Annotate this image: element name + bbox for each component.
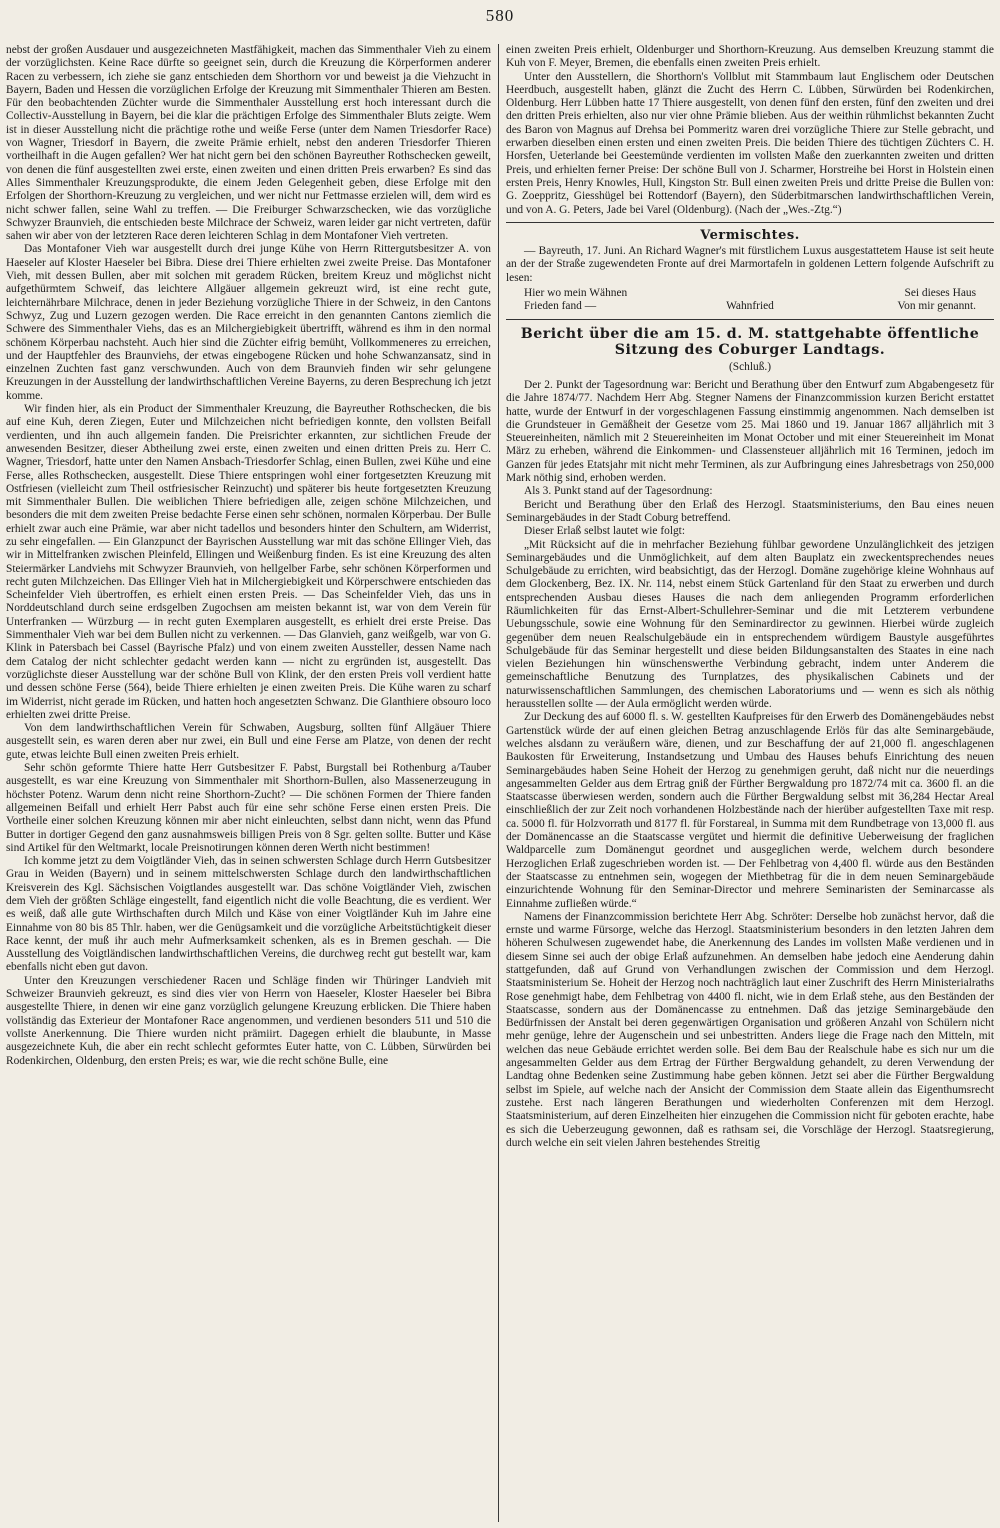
section-heading-report: Bericht über die am 15. d. M. stattgehabte öffentliche Sitzung des Coburger Landtags. — [520, 325, 980, 358]
section-divider — [506, 319, 994, 320]
article-paragraph: — Bayreuth, 17. Juni. An Richard Wagner's mit fürstlichem Luxus ausgestattetem Hause ist seit heute an der der Straße zugewendeten Fronte auf drei Marmortafeln in goldenen Lettern folgende Aufschrift zu lesen: — [506, 245, 994, 284]
article-paragraph: Unter den Kreuzungen verschiedener Racen und Schläge finden wir Thüringer Landvieh mit Schweizer Braunvieh gekreuzt, es sind dies vier von Herrn von Haeseler, Kloster Haeseler bei Bibra ausgestellte Thiere, in denen wir eine ganz vorzüglich gelungene Kreuzung erblicken. Die Thiere haben vollständig das Exterieur der Montafoner Race angenommen, und verdienen besonders 511 und 510 die vollste Anerkennung. Die Thiere wurden nicht prämiirt. Dagegen erhielt die blaubunte, in Masse ausgezeichnete Kuh, die aber ein recht schlecht geformtes Euter hatte, von C. Lübben, Sürwürden bei Rodenkirchen, Oldenburg, den ersten Preis; es war, wie die recht schöne Bulle, eine — [6, 974, 491, 1067]
inscription-center: Wahnfried — [726, 300, 774, 313]
article-paragraph: Unter den Ausstellern, die Shorthorn's Vollblut mit Stammbaum laut Englischem oder Deutschen Heerdbuch, ausgestellt haben, glänzt die Zucht des Herrn C. Lübben, Sürwürden bei Rodenkirchen, Oldenburg. Herr Lübben hatte 17 Thiere ausgestellt, von denen fünf den ersten, fünf den zweiten und drei den dritten Preis erhielten, also nur vier ohne Prämie blieben. Aus der weithin rühmlichst bekannten Zucht des Baron von Magnus auf Drehsa bei Pommeritz waren drei vorzügliche Thiere zur Stelle gebracht, und erwarben dieselben einen ersten und einen zweiten Preis. Die beiden Thiere des tüchtigen Züchters C. H. Horsfen, Ueterlande bei Geestemünde verdienten im vollsten Maße den zuerkannten zweiten und dritten Preis, und erhielten ferner Preise: Der schöne Bull von J. Scharmer, Horstreihe bei Horst in Holstein einen ersten Preis, Henry Knowles, Hull, Kingston Str. Bull einen zweiten Preis und dritte Preise die Bullen von: G. Zoeppritz, Giesshügel bei Rottendorf (Bayern), den Süderbitmarschen landwirthschaftlichen Verein, und von A. G. Peters, Jade bei Varel (Oldenburg). (Nach der „Wes.-Ztg.“) — [506, 70, 994, 216]
article-paragraph: Dieser Erlaß selbst lautet wie folgt: — [524, 525, 686, 538]
article-paragraph: Zur Deckung des auf 6000 fl. s. W. gestellten Kaufpreises für den Erwerb des Domänengebäudes nebst Gartenstück würde der auf einen gleichen Betrag anzuschlagende Erlös für das alte Seminargebäude, welches alsdann zu veräußern wäre, dienen, und zur Beschaffung der auf 21,000 fl. angeschlagenen Baukosten für Erweiterung, Instandsetzung und Umbau des Hauses behufs Einrichtung des neuen Seminargebäudes haben Seine Hoheit der Herzog zu genehmigen geruht, daß nicht nur die neuerdings angesammelten Gelder aus dem Ertrag gniß der Fürther Bergwaldung pro 1872/74 mit ca. 3600 fl. an die Staatscasse überwiesen werden, sondern auch die Fürther Bergwaldung selbst mit 36,284 Hectar Areal einschließlich der zur Zeit noch vorhandenen Holzbestände nach der hierüber aufgestellten Taxe mit resp. ca. 5000 fl. für Holzvorrath und 8177 fl. für Forstareal, in Summa mit dem Rundbetrage von 13,000 fl. aus der Domänencasse an die Staatscasse vergütet und hiermit die definitive Ueberweisung der fraglichen Waldparcelle zum Domänengut geordnet und ausgeglichen werde, welchem durch besondere Herzoglichen Erlaß zugeschrieben worden ist. — Der Fehlbetrag von 4,400 fl. würde aus den Beständen der Staatscasse zu entnehmen sein, wogegen der Miethbetrag für die in dem neuen Seminargebäude einzurichtende Wohnung für den Seminar-Director und mehrere Seminaristen der Seminarcasse als Einnahme zufließen würde.“ — [506, 711, 994, 910]
inscription — [506, 287, 994, 314]
article-paragraph: „Mit Rücksicht auf die in mehrfacher Beziehung fühlbar gewordene Unzulänglichkeit des jetzigen Seminargebäudes und die Unmöglichkeit, auf dem alten Bauplatz ein zweckentsprechendes neues Schulgebäude zu errichten, wird beabsichtigt, das der Herzogl. Domäne zugehörige kleine Wohnhaus auf dem Glockenberg, Bez. IX. Nr. 114, nebst einem Stück Gartenland für den Staat zu erwerben und durch entsprechenden Ausbau dieses Hauses die nach dem anliegenden Programm erforderlichen Räumlichkeiten für das Ernst-Albert-Schullehrer-Seminar und die mit Letzterem verbundene Uebungsschule, sowie eine Wohnung für den Seminardirector zu gewinnen. Hierbei würde zugleich gegenüber dem neuen Realschulgebäude ein in entsprechendem würdigem Baustyle ausgeführtes Schulgebäude für das Seminar hergestellt und diese beiden Bildungsanstalten des Staates in eine nach vielen Beziehungen hin wünschenswerthe Verbindung gebracht, indem unter Anderem die gemeinschaftliche Benutzung des Turnplatzes, des physikalischen Cabinets und der naturwissenschaftlichen Sammlungen, des chemischen Laboratoriums und — wenn es sich als nöthig herausstellen sollte — der Aula ermöglicht werden würde. — [506, 538, 994, 711]
section-subheading: (Schluß.) — [728, 360, 772, 373]
inscription-line: Sei dieses Haus — [904, 287, 976, 300]
inscription-line: Frieden fand — — [524, 300, 597, 313]
article-paragraph: Von dem landwirthschaftlichen Verein für Schwaben, Augsburg, sollten fünf Allgäuer Thiere ausgestellt sein, es waren deren aber nur zwei, ein Bull und eine Ferse am Platze, von denen der recht gute, etwas leichte Bull einen zweiten Preis erhielt. — [6, 722, 491, 761]
article-paragraph: nebst der großen Ausdauer und ausgezeichneten Mastfähigkeit, machen das Simmenthaler Vieh zu einem der vorzüglichsten. Keine Race dürfte so geeignet sein, durch die Kreuzung die Körperformen anderer Racen zu verbessern, ich ziehe sie ganz entschieden dem Shorthorn vor und beweist ja die Viehzucht in Bayern, Baden und Hessen die vorzüglichen Erfolge der Kreuzung mit Simmenthaler Thieren am Besten. Für den beobachtenden Züchter wurde die Simmenthaler Ausstellung erst hoch interessant durch die Collectiv-Ausstellung in Bayern, bei die klar die prächtigen Erfolge des Simmenthaler Bluts zeigte. Wem ist in dieser Ausstellung nicht die prächtige rothe und weiße Ferse (unter dem Namen Triesdorfer Race) von Wagner, Triesdorf in Bayern, die zweite Prämie erhielt, nebst den anderen Triesdorfer Thieren vortheilhaft in die Augen gefallen? Wer hat nicht gern bei den schönen Bayreuther Rothschecken geweilt, von denen die fünf ausgestellten zwei erste, einen zweiten und einen dritten Preis erwarben? Es sind das Alles Simmenthaler Kreuzungsprodukte, die einem Jeden Gelegenheit geben, diese Erfolge mit den Erfolgen der Shorthorn-Kreuzung zu vergleichen, und wer nicht nur Fettmasse erzielen will, dem wird es nicht schwer fallen, seine Wahl zu treffen. — Die Freiburger Schwarzschecken, wie das vorzügliche Schwyzer Braunvieh, die entschieden beste Milchrace der Schweiz, waren leider gar nicht vertreten, dafür sahen wir aber von der letzteren Race deren leichteren Schlag in dem Montafoner Vieh vertreten. — [6, 44, 491, 243]
inscription-line: Hier wo mein Wähnen — [524, 287, 628, 300]
article-paragraph: einen zweiten Preis erhielt, Oldenburger und Shorthorn-Kreuzung. Aus demselben Kreuzung stammt die Kuh von F. Meyer, Bremen, die ebenfalls einen zweiten Preis erhielt. — [506, 44, 994, 70]
right-column — [506, 44, 994, 1522]
section-divider — [506, 222, 994, 223]
article-paragraph: Wir finden hier, als ein Product der Simmenthaler Kreuzung, die Bayreuther Rothschecken, die bis auf eine Kuh, deren Ziegen, Euter und Milchzeichen nicht befriedigen konnte, den vollsten Beifall verdienten, und ihn auch allgemein fanden. Die Preisrichter erkannten, zur sichtlichen Freude der anwesenden Besitzer, dieser Abtheilung zwei erste, einen zweiten und einen dritten Preis zu. Herr C. Wagner, Triesdorf, hatte unter den Namen Ansbach-Triesdorfer Schlag, einen Bullen, zwei Kühe und eine Ferse, alles Rothschecken, ausgestellt. Diese Thiere entspringen wohl einer fortgesetzten Kreuzung mit Ostfriesen (vielleicht zum Theil ostfriesischer Reinzucht) und späterer bis heute fortgesetzten Kreuzung mit Simmenthaler Bullen. Die weiblichen Thiere befriedigen alle, zeigen schöne Milchzeichen, und besonders die mit dem zweiten Preise bedachte Ferse einen sehr schönen, normalen Körperbau. Der Bulle erhielt zwar auch eine Prämie, war aber nicht tadellos und besonders hinter den Schultern, am Widerrist, zu sehr eingefallen. — Ein Glanzpunct der Bayrischen Ausstellung war mit das schöne Ellinger Vieh, das wir in Mittelfranken zwischen Pleinfeld, Ellingen und Weißenburg finden. Es ist eine Kreuzung des alten Steiermärker Landviehs mit Schwyzer Braunvieh, von hellgelber Farbe, sehr schönen Körperformen und recht guten Milchzeichen. Das Ellinger Vieh hat in Milchergiebigkeit und Körperschwere entschieden das Scheinfelder Vieh übertroffen, es erhielt einen ersten Preis. — Das Scheinfelder Vieh, das uns in Norddeutschland durch seine erdsgelben Zugochsen am meisten bekannt ist, war von dem Verein für Unterfranken — Würzburg — in recht guten Exemplaren ausgestellt, es erhielt drei erste Preise. Das Simmenthaler Vieh war bei dem Bullen nicht zu verkennen. — Das Glanvieh, ganz weißgelb, war von G. Klink in Patersbach bei Cassel (Bayrische Pfalz) und von einem zweiten Aussteller, dessen Name nach dem Catalog der nicht schlechter gedacht werden kann — nicht zu ergründen ist, ausgestellt. Das vorzüglichste dieser Ausstellung war der schöne Bull von Klink, der den ersten Preis voll verdient hatte und dessen schöne Ferse (564), beide Thiere erhielten je einen zweiten Preis. Die Kühe waren zu scharf im Widerrist, nicht gerade im Rücken, und hatten hoch angesetzten Schwanz. Die Glanthiere obsouro loco erhielten zwei dritte Preise. — [6, 403, 491, 721]
article-paragraph: Sehr schön geformte Thiere hatte Herr Gutsbesitzer F. Pabst, Burgstall bei Rothenburg a/Tauber ausgestellt, es war eine Kreuzung von Simmenthaler mit Shorthorn-Bullen, also Massenerzeugung in höchster Potenz. Warum denn nicht reine Shorthorn-Zucht? — Die schönen Formen der Thiere fanden allgemeinen Beifall und erhielt Herr Pabst auch für eine sehr schöne Ferse einen ersten Preis. Die Vortheile einer solchen Kreuzung können mir aber nicht einleuchten, selbst dann nicht, wenn das Pfund Butter in dortiger Gegend den ganz ausnahmsweis billigen Preis von 8 Sgr. gelten sollte. Butter und Käse sind Artikel für den Weltmarkt, locale Preisnotirungen können deren Werth nicht bestimmen! — [6, 762, 491, 854]
article-paragraph: Namens der Finanzcommission berichtete Herr Abg. Schröter: Derselbe hob zunächst hervor, daß die ernste und warme Fürsorge, welche das Herzogl. Staatsministerium besonders in den letzten Jahren dem höheren Schulwesen zugewendet habe, die Anerkennung des Landes im vollsten Maße verdienen und in diesem Sinne sei auch der obige Erlaß aufzunehmen. An demselben habe jedoch eine Aenderung dahin stattgefunden, daß auf Grund von Verhandlungen zwischen der Commission und dem Herzogl. Staatsministerium Se. Hoheit der Herzog noch nachträglich laut einer Zuschrift des Herrn Ministerialraths Rose genehmigt habe, dem Fehlbetrag von 4400 fl. nicht, wie in dem Erlaß stehe, aus den Beständen der Staatscasse, sondern aus der Domänencasse zu entnehmen. Daß das jetzige Seminargebäude den Bedürfnissen der Anstalt bei deren gegenwärtigen Organisation und größeren Anzahl von Schülern nicht mehr genüge, lehre der Augenschein und sei unbestritten. Anders liege die Frage nach den Mitteln, mit welchen das neue Gebäude errichtet werden solle. Bei dem Bau der Realschule habe es sich nur um die angesammelten Gelder aus dem Ertrag der Fürther Bergwaldung gehandelt, zu deren Verwendung der Landtag ohne Bedenken seine Zustimmung habe geben können. Jetzt sei aber die Fürther Bergwaldung selbst im Spiele, auf welche nach der Ansicht der Commission dem Staate allein das Eigenthumsrecht zustehe. Erst nach längeren Berathungen und wiederholten Conferenzen mit dem Herzogl. Staatsministerium, auf deren Einzelheiten hier einzugehen die Commission nicht für geboten erachte, habe es sich die Ueberzeugung gewonnen, daß es rathsam sei, die Vorschläge der Herzogl. Staatsregierung, durch welche ein seit vielen Jahren bestehendes Streitig — [506, 910, 994, 1149]
page-number: 580 — [485, 6, 515, 25]
section-heading-misc: Vermischtes. — [700, 227, 800, 243]
article-paragraph: Ich komme jetzt zu dem Voigtländer Vieh, das in seinen schwersten Schlage durch Herrn Gutsbesitzer Grau in Weiden (Bayern) und in seinem mittelschwersten Schlage durch den landwirthschaftlichen Kreisverein des Kgl. Sächsischen Voigtlandes ausgestellt war. Das schöne Voigtländer Vieh, zwischen dem Vieh der größten Schläge eingestellt, fand eigentlich nicht die volle Beachtung, die es verdient. Wer es weiß, daß alle gute Wirthschaften durch Milch und Käse von einer Voigtländer Kuh im Jahre eine Einnahme von 80 bis 85 Thlr. haben, wer die Genügsamkeit und die vorzügliche Arbeitstüchtigkeit dieser Race kennt, der muß ihr auch mehr Aufmerksamkeit schenken, als es in Bremen geschah. — Die Ausstellung des Voigtländischen landwirthschaftlichen Vereins, die durchweg recht gut bestellt war, kam ebenfalls nicht eben gut davon. — [6, 855, 491, 974]
article-paragraph: Als 3. Punkt stand auf der Tagesordnung: — [524, 485, 713, 498]
left-column — [6, 44, 491, 1522]
article-paragraph: Das Montafoner Vieh war ausgestellt durch drei junge Kühe von Herrn Rittergutsbesitzer A. von Haeseler auf Kloster Haeseler bei Bibra. Diese drei Thiere erhielten zwei zweite Preise. Das Montafoner Vieh, mit dessen Bullen, aber mit solchen mit geradem Rücken, breitem Kreuz und möglichst nicht aufgethürmtem Schweif, das leichtere Allgäuer allgemein gekreuzt wird, ist eine recht gute, leichternährbare Milchrace, denen in jeder Beziehung vorzügliche Thiere in der Schweiz, in den Cantons Schwyz, Zug und Luzern gezogen werden. Die Race erreicht in den genannten Cantons ziemlich die Schwere des Simmenthaler Viehs, das es an Milchergiebigkeit übertrifft, während es ihm in den normal schönem Körperbau nachsteht. Auch hier sind die Züchter eifrig bemüht, Vollkommeneres zu erreichen, und der Hauptfehler des Braunviehs, der etwas eingebogene Rücken und hohe Schwanzansatz, sind in einzelnen Zuchten fast ganz verschwunden. Auch von dem Braunvieh finden wir sehr gelungene Kreuzungen in der Ausstellung der landwirthschaftlichen Vereine Bayerns, zu deren Besprechung ich jetzt komme. — [6, 243, 491, 402]
inscription-line: Von mir genannt. — [897, 300, 976, 313]
column-divider — [498, 44, 499, 1522]
article-paragraph: Bericht und Berathung über den Erlaß des Herzogl. Staatsministeriums, den Bau eines neuen Seminargebäudes in der Stadt Coburg betreffend. — [506, 498, 994, 524]
article-paragraph: Der 2. Punkt der Tagesordnung war: Bericht und Berathung über den Entwurf zum Abgabengesetz für die Jahre 1874/77. Nachdem Herr Abg. Stegner Namens der Finanzcommission kurzen Bericht erstattet hatte, wurde der Entwurf in der vorgeschlagenen Fassung einstimmig angenommen. Nach demselben ist die Grundsteuer in Gemäßheit der Gesetze vom 25. Mai 1860 und 19. Januar 1867 alljährlich mit 3 Steuereinheiten, nämlich mit 2 Steuereinheiten im Monat October und mit einer Steuereinheit im Monat März zu erheben, während die Einkommen- und Classensteuer alljährlich mit 16 Terminen, jedoch im Ganzen für jedes Etatsjahr mit nicht mehr Terminen, als zur Aufbringung eines Jahresbetrags von 250,000 Mark nöthig sind, erhoben werden. — [506, 378, 994, 485]
